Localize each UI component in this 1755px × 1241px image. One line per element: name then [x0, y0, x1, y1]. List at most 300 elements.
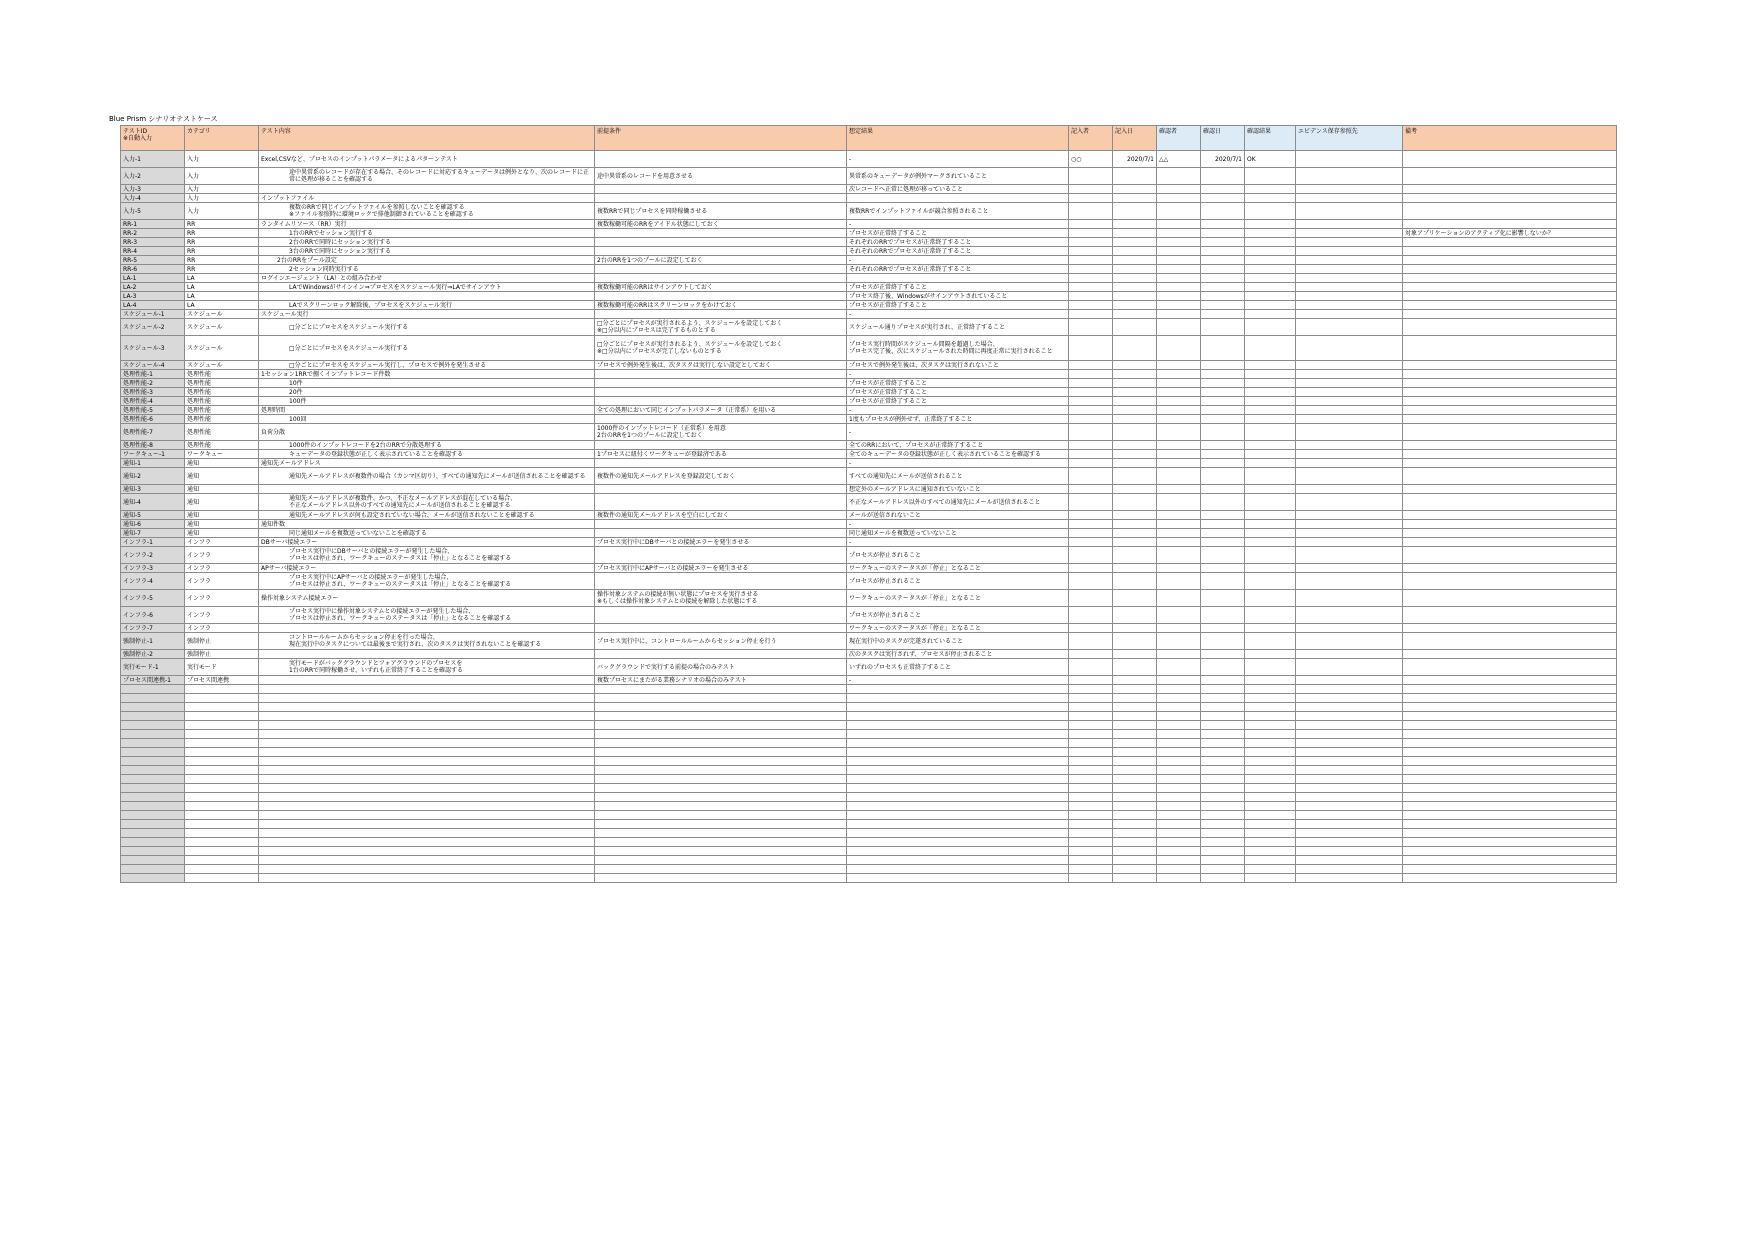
cell-checked-date[interactable] — [1201, 229, 1245, 238]
cell-note[interactable] — [1403, 441, 1617, 450]
cell-test-id[interactable]: 処理性能-1 — [121, 370, 185, 379]
cell-checker[interactable] — [1157, 441, 1201, 450]
cell-expected-result[interactable]: プロセスが停止されること — [847, 547, 1069, 564]
cell-evidence[interactable] — [1296, 659, 1403, 676]
cell-expected-result[interactable]: プロセスが正常終了すること — [847, 283, 1069, 292]
cell-expected-result[interactable]: 次のタスクは実行されず、プロセスが停止されること — [847, 650, 1069, 659]
cell-category[interactable]: RR — [185, 247, 259, 256]
cell-checked-date[interactable] — [1201, 485, 1245, 494]
cell-note[interactable] — [1403, 379, 1617, 388]
cell-note[interactable] — [1403, 529, 1617, 538]
cell-written-date[interactable] — [1113, 547, 1157, 564]
cell-evidence[interactable] — [1296, 424, 1403, 441]
cell-note[interactable] — [1403, 450, 1617, 459]
cell-test-content[interactable]: 通知件数 — [259, 520, 595, 529]
cell-written-date[interactable] — [1113, 494, 1157, 511]
cell-test-content[interactable] — [259, 757, 595, 766]
cell-check-result[interactable] — [1245, 247, 1296, 256]
cell-expected-result[interactable]: - — [847, 256, 1069, 265]
cell-checker[interactable] — [1157, 247, 1201, 256]
cell-category[interactable] — [185, 703, 259, 712]
cell-writer[interactable] — [1069, 793, 1113, 802]
cell-category[interactable]: 処理性能 — [185, 388, 259, 397]
cell-precondition[interactable] — [595, 265, 847, 274]
cell-evidence[interactable] — [1296, 370, 1403, 379]
cell-evidence[interactable] — [1296, 310, 1403, 319]
cell-checked-date[interactable] — [1201, 301, 1245, 310]
cell-test-id[interactable] — [121, 847, 185, 856]
cell-note[interactable] — [1403, 730, 1617, 739]
cell-written-date[interactable] — [1113, 441, 1157, 450]
cell-test-id[interactable]: 通知-5 — [121, 511, 185, 520]
cell-expected-result[interactable] — [847, 820, 1069, 829]
cell-precondition[interactable] — [595, 775, 847, 784]
cell-test-content[interactable] — [259, 784, 595, 793]
cell-category[interactable] — [185, 748, 259, 757]
cell-expected-result[interactable]: 次レコードへ正常に処理が移っていること — [847, 185, 1069, 194]
cell-precondition[interactable] — [595, 650, 847, 659]
cell-note[interactable] — [1403, 820, 1617, 829]
cell-test-content[interactable]: DBサーバ接続エラー — [259, 538, 595, 547]
cell-note[interactable] — [1403, 712, 1617, 721]
cell-checker[interactable] — [1157, 590, 1201, 607]
cell-written-date[interactable]: 2020/7/1 — [1113, 151, 1157, 168]
cell-evidence[interactable] — [1296, 415, 1403, 424]
cell-checked-date[interactable] — [1201, 766, 1245, 775]
cell-note[interactable] — [1403, 370, 1617, 379]
cell-checker[interactable] — [1157, 361, 1201, 370]
cell-checked-date[interactable] — [1201, 573, 1245, 590]
cell-note[interactable] — [1403, 633, 1617, 650]
cell-category[interactable] — [185, 874, 259, 883]
cell-category[interactable]: インフラ — [185, 564, 259, 573]
cell-writer[interactable] — [1069, 292, 1113, 301]
cell-checker[interactable] — [1157, 547, 1201, 564]
cell-writer[interactable] — [1069, 468, 1113, 485]
cell-checker[interactable] — [1157, 415, 1201, 424]
cell-note[interactable] — [1403, 274, 1617, 283]
cell-note[interactable] — [1403, 748, 1617, 757]
cell-evidence[interactable] — [1296, 739, 1403, 748]
cell-test-id[interactable]: LA-3 — [121, 292, 185, 301]
cell-note[interactable] — [1403, 676, 1617, 685]
cell-checked-date[interactable] — [1201, 564, 1245, 573]
cell-note[interactable] — [1403, 838, 1617, 847]
cell-written-date[interactable] — [1113, 468, 1157, 485]
cell-checked-date[interactable] — [1201, 415, 1245, 424]
cell-test-id[interactable]: LA-1 — [121, 274, 185, 283]
cell-note[interactable] — [1403, 256, 1617, 265]
cell-check-result[interactable] — [1245, 590, 1296, 607]
cell-note[interactable] — [1403, 784, 1617, 793]
cell-written-date[interactable] — [1113, 874, 1157, 883]
cell-checker[interactable] — [1157, 379, 1201, 388]
cell-category[interactable]: スケジュール — [185, 336, 259, 361]
cell-writer[interactable] — [1069, 529, 1113, 538]
cell-test-id[interactable]: インフラ-2 — [121, 547, 185, 564]
cell-test-content[interactable]: 通知先メールアドレスが複数件の場合（カンマ区切り）、すべての通知先にメールが送信されることを確認する — [259, 468, 595, 485]
cell-expected-result[interactable] — [847, 838, 1069, 847]
cell-written-date[interactable] — [1113, 802, 1157, 811]
cell-test-content[interactable]: 20件 — [259, 388, 595, 397]
cell-test-id[interactable] — [121, 748, 185, 757]
cell-test-id[interactable]: インフラ-6 — [121, 607, 185, 624]
cell-checked-date[interactable] — [1201, 739, 1245, 748]
cell-checker[interactable] — [1157, 703, 1201, 712]
cell-writer[interactable] — [1069, 676, 1113, 685]
cell-written-date[interactable] — [1113, 292, 1157, 301]
cell-checked-date[interactable] — [1201, 441, 1245, 450]
cell-writer[interactable] — [1069, 310, 1113, 319]
cell-writer[interactable] — [1069, 865, 1113, 874]
cell-check-result[interactable] — [1245, 838, 1296, 847]
cell-category[interactable]: 処理性能 — [185, 406, 259, 415]
cell-note[interactable] — [1403, 168, 1617, 185]
cell-check-result[interactable] — [1245, 775, 1296, 784]
cell-checker[interactable] — [1157, 494, 1201, 511]
cell-evidence[interactable] — [1296, 450, 1403, 459]
cell-category[interactable] — [185, 712, 259, 721]
cell-expected-result[interactable]: プロセスが正常終了すること — [847, 388, 1069, 397]
cell-test-content[interactable]: ランタイムリソース（RR）実行 — [259, 220, 595, 229]
cell-test-content[interactable] — [259, 820, 595, 829]
cell-checker[interactable] — [1157, 406, 1201, 415]
cell-writer[interactable] — [1069, 775, 1113, 784]
cell-written-date[interactable] — [1113, 168, 1157, 185]
cell-test-content[interactable] — [259, 712, 595, 721]
cell-evidence[interactable] — [1296, 485, 1403, 494]
cell-checked-date[interactable] — [1201, 793, 1245, 802]
cell-precondition[interactable] — [595, 494, 847, 511]
cell-evidence[interactable] — [1296, 379, 1403, 388]
cell-precondition[interactable] — [595, 274, 847, 283]
cell-category[interactable] — [185, 766, 259, 775]
cell-written-date[interactable] — [1113, 229, 1157, 238]
cell-test-content[interactable]: プロセス実行中に操作対象システムとの接続エラーが発生した場合、 プロセスは停止され、ワークキューのステータスは「停止」となることを確認する — [259, 607, 595, 624]
cell-checker[interactable] — [1157, 529, 1201, 538]
cell-evidence[interactable] — [1296, 406, 1403, 415]
cell-check-result[interactable] — [1245, 784, 1296, 793]
cell-evidence[interactable] — [1296, 784, 1403, 793]
cell-test-id[interactable]: 通知-3 — [121, 485, 185, 494]
cell-writer[interactable] — [1069, 712, 1113, 721]
cell-writer[interactable] — [1069, 485, 1113, 494]
cell-precondition[interactable] — [595, 820, 847, 829]
cell-written-date[interactable] — [1113, 265, 1157, 274]
cell-test-content[interactable] — [259, 793, 595, 802]
cell-written-date[interactable] — [1113, 676, 1157, 685]
cell-category[interactable]: 通知 — [185, 529, 259, 538]
cell-note[interactable] — [1403, 739, 1617, 748]
cell-test-id[interactable] — [121, 838, 185, 847]
cell-check-result[interactable] — [1245, 847, 1296, 856]
cell-checker[interactable]: △△ — [1157, 151, 1201, 168]
cell-checked-date[interactable] — [1201, 856, 1245, 865]
cell-checker[interactable] — [1157, 721, 1201, 730]
cell-checked-date[interactable] — [1201, 784, 1245, 793]
cell-evidence[interactable] — [1296, 274, 1403, 283]
cell-written-date[interactable] — [1113, 361, 1157, 370]
cell-checked-date[interactable] — [1201, 185, 1245, 194]
cell-written-date[interactable] — [1113, 247, 1157, 256]
cell-evidence[interactable] — [1296, 229, 1403, 238]
cell-test-id[interactable] — [121, 739, 185, 748]
cell-checked-date[interactable] — [1201, 650, 1245, 659]
cell-writer[interactable] — [1069, 379, 1113, 388]
cell-writer[interactable] — [1069, 406, 1113, 415]
cell-category[interactable] — [185, 784, 259, 793]
cell-expected-result[interactable]: 全てのRRにおいて、プロセスが正常終了すること — [847, 441, 1069, 450]
cell-writer[interactable] — [1069, 856, 1113, 865]
cell-test-content[interactable] — [259, 185, 595, 194]
cell-test-content[interactable] — [259, 624, 595, 633]
cell-evidence[interactable] — [1296, 494, 1403, 511]
cell-checked-date[interactable] — [1201, 838, 1245, 847]
cell-checked-date[interactable] — [1201, 590, 1245, 607]
cell-evidence[interactable] — [1296, 820, 1403, 829]
cell-test-content[interactable] — [259, 676, 595, 685]
cell-checked-date[interactable] — [1201, 811, 1245, 820]
cell-test-content[interactable]: Excel,CSVなど、プロセスのインプットパラメータによるパターンテスト — [259, 151, 595, 168]
cell-test-id[interactable] — [121, 703, 185, 712]
cell-evidence[interactable] — [1296, 650, 1403, 659]
cell-writer[interactable] — [1069, 633, 1113, 650]
cell-written-date[interactable] — [1113, 370, 1157, 379]
cell-category[interactable] — [185, 838, 259, 847]
cell-checked-date[interactable] — [1201, 703, 1245, 712]
cell-note[interactable] — [1403, 793, 1617, 802]
cell-written-date[interactable] — [1113, 757, 1157, 766]
cell-checked-date[interactable] — [1201, 283, 1245, 292]
cell-test-content[interactable]: 1台のRRでセッション実行する — [259, 229, 595, 238]
cell-test-id[interactable]: インフラ-7 — [121, 624, 185, 633]
cell-written-date[interactable] — [1113, 388, 1157, 397]
cell-check-result[interactable] — [1245, 265, 1296, 274]
cell-checker[interactable] — [1157, 694, 1201, 703]
cell-checked-date[interactable] — [1201, 865, 1245, 874]
cell-writer[interactable] — [1069, 730, 1113, 739]
cell-checked-date[interactable] — [1201, 310, 1245, 319]
cell-writer[interactable] — [1069, 685, 1113, 694]
cell-precondition[interactable]: 複数稼働可能のRRはサインアウトしておく — [595, 283, 847, 292]
cell-checker[interactable] — [1157, 811, 1201, 820]
cell-expected-result[interactable]: 同じ通知メールを複数送っていないこと — [847, 529, 1069, 538]
cell-checker[interactable] — [1157, 310, 1201, 319]
cell-precondition[interactable] — [595, 847, 847, 856]
cell-written-date[interactable] — [1113, 838, 1157, 847]
cell-checker[interactable] — [1157, 676, 1201, 685]
cell-evidence[interactable] — [1296, 766, 1403, 775]
cell-note[interactable] — [1403, 564, 1617, 573]
cell-check-result[interactable] — [1245, 811, 1296, 820]
cell-note[interactable] — [1403, 397, 1617, 406]
cell-check-result[interactable] — [1245, 274, 1296, 283]
cell-category[interactable]: 処理性能 — [185, 424, 259, 441]
cell-expected-result[interactable]: プロセスが停止されること — [847, 573, 1069, 590]
cell-category[interactable]: 処理性能 — [185, 415, 259, 424]
cell-writer[interactable] — [1069, 203, 1113, 220]
cell-precondition[interactable] — [595, 793, 847, 802]
cell-note[interactable] — [1403, 721, 1617, 730]
cell-writer[interactable] — [1069, 229, 1113, 238]
cell-expected-result[interactable] — [847, 703, 1069, 712]
cell-precondition[interactable] — [595, 874, 847, 883]
cell-writer[interactable] — [1069, 511, 1113, 520]
cell-written-date[interactable] — [1113, 685, 1157, 694]
cell-note[interactable] — [1403, 775, 1617, 784]
cell-evidence[interactable] — [1296, 685, 1403, 694]
cell-note[interactable] — [1403, 624, 1617, 633]
cell-expected-result[interactable]: それぞれのRRでプロセスが正常終了すること — [847, 265, 1069, 274]
cell-writer[interactable] — [1069, 361, 1113, 370]
cell-precondition[interactable]: 複数件の通知先メールアドレスを空白にしておく — [595, 511, 847, 520]
cell-test-content[interactable]: 1000件のインプットレコードを2台のRRで分散処理する — [259, 441, 595, 450]
cell-written-date[interactable] — [1113, 712, 1157, 721]
cell-check-result[interactable] — [1245, 468, 1296, 485]
cell-test-content[interactable]: コントロールルームからセッション停止を行った場合、 現在実行中のタスクについては最後まで実行され、次のタスクは実行されないことを確認する — [259, 633, 595, 650]
cell-evidence[interactable] — [1296, 247, 1403, 256]
cell-written-date[interactable] — [1113, 659, 1157, 676]
cell-precondition[interactable] — [595, 573, 847, 590]
cell-written-date[interactable] — [1113, 238, 1157, 247]
cell-writer[interactable] — [1069, 220, 1113, 229]
cell-writer[interactable] — [1069, 336, 1113, 361]
cell-checked-date[interactable] — [1201, 247, 1245, 256]
cell-writer[interactable] — [1069, 520, 1113, 529]
cell-written-date[interactable] — [1113, 775, 1157, 784]
cell-test-id[interactable]: スケジュール-1 — [121, 310, 185, 319]
cell-expected-result[interactable]: プロセスが停止されること — [847, 607, 1069, 624]
cell-written-date[interactable] — [1113, 820, 1157, 829]
cell-test-content[interactable] — [259, 856, 595, 865]
cell-note[interactable] — [1403, 659, 1617, 676]
cell-category[interactable]: 通知 — [185, 468, 259, 485]
cell-precondition[interactable] — [595, 547, 847, 564]
cell-category[interactable]: 通知 — [185, 459, 259, 468]
cell-test-content[interactable] — [259, 703, 595, 712]
cell-expected-result[interactable]: 不正なメールアドレス以外のすべての通知先にメールが送信されること — [847, 494, 1069, 511]
cell-writer[interactable] — [1069, 415, 1113, 424]
cell-evidence[interactable] — [1296, 703, 1403, 712]
cell-checker[interactable] — [1157, 865, 1201, 874]
cell-test-id[interactable] — [121, 757, 185, 766]
cell-written-date[interactable] — [1113, 194, 1157, 203]
cell-test-id[interactable]: インフラ-3 — [121, 564, 185, 573]
cell-checker[interactable] — [1157, 292, 1201, 301]
cell-checker[interactable] — [1157, 874, 1201, 883]
cell-evidence[interactable] — [1296, 301, 1403, 310]
cell-test-content[interactable]: 2セッション同時実行する — [259, 265, 595, 274]
cell-note[interactable]: 対象アプリケーションのアクティブ化に影響しないか？ — [1403, 229, 1617, 238]
cell-written-date[interactable] — [1113, 256, 1157, 265]
cell-precondition[interactable]: 複数稼働可能のRRをアイドル状態にしておく — [595, 220, 847, 229]
cell-check-result[interactable] — [1245, 529, 1296, 538]
cell-check-result[interactable] — [1245, 829, 1296, 838]
cell-check-result[interactable] — [1245, 757, 1296, 766]
cell-writer[interactable] — [1069, 694, 1113, 703]
cell-category[interactable]: 入力 — [185, 168, 259, 185]
cell-test-content[interactable]: インプットファイル — [259, 194, 595, 203]
cell-test-id[interactable] — [121, 865, 185, 874]
cell-category[interactable]: RR — [185, 265, 259, 274]
cell-written-date[interactable] — [1113, 739, 1157, 748]
cell-note[interactable] — [1403, 856, 1617, 865]
cell-test-content[interactable]: 処理時間 — [259, 406, 595, 415]
cell-checked-date[interactable] — [1201, 802, 1245, 811]
cell-note[interactable] — [1403, 238, 1617, 247]
cell-written-date[interactable] — [1113, 415, 1157, 424]
cell-precondition[interactable] — [595, 739, 847, 748]
cell-precondition[interactable] — [595, 379, 847, 388]
cell-expected-result[interactable]: - — [847, 424, 1069, 441]
cell-expected-result[interactable]: スケジュール通りプロセスが実行され、正常終了すること — [847, 319, 1069, 336]
cell-test-id[interactable]: インフラ-4 — [121, 573, 185, 590]
cell-test-content[interactable]: スケジュール実行 — [259, 310, 595, 319]
cell-category[interactable]: インフラ — [185, 590, 259, 607]
cell-written-date[interactable] — [1113, 607, 1157, 624]
cell-written-date[interactable] — [1113, 301, 1157, 310]
cell-checked-date[interactable] — [1201, 406, 1245, 415]
cell-test-id[interactable] — [121, 766, 185, 775]
cell-checker[interactable] — [1157, 829, 1201, 838]
cell-test-id[interactable]: 通知-1 — [121, 459, 185, 468]
cell-evidence[interactable] — [1296, 168, 1403, 185]
cell-precondition[interactable]: プロセス実行中にDBサーバとの接続エラーを発生させる — [595, 538, 847, 547]
cell-test-content[interactable]: 100回 — [259, 415, 595, 424]
cell-test-id[interactable]: LA-4 — [121, 301, 185, 310]
cell-note[interactable] — [1403, 811, 1617, 820]
cell-checker[interactable] — [1157, 784, 1201, 793]
cell-category[interactable] — [185, 694, 259, 703]
cell-precondition[interactable] — [595, 388, 847, 397]
cell-test-content[interactable] — [259, 811, 595, 820]
cell-test-content[interactable]: 2台のRRで同時にセッション実行する — [259, 238, 595, 247]
cell-checked-date[interactable] — [1201, 820, 1245, 829]
cell-test-content[interactable]: □分ごとにプロセスをスケジュール実行する — [259, 319, 595, 336]
cell-written-date[interactable] — [1113, 485, 1157, 494]
cell-note[interactable] — [1403, 766, 1617, 775]
cell-test-content[interactable] — [259, 748, 595, 757]
cell-test-content[interactable] — [259, 694, 595, 703]
cell-precondition[interactable] — [595, 721, 847, 730]
cell-note[interactable] — [1403, 459, 1617, 468]
cell-writer[interactable] — [1069, 564, 1113, 573]
cell-checker[interactable] — [1157, 203, 1201, 220]
cell-writer[interactable] — [1069, 256, 1113, 265]
cell-category[interactable] — [185, 739, 259, 748]
cell-note[interactable] — [1403, 301, 1617, 310]
cell-test-id[interactable] — [121, 730, 185, 739]
cell-checker[interactable] — [1157, 856, 1201, 865]
cell-note[interactable] — [1403, 865, 1617, 874]
cell-note[interactable] — [1403, 185, 1617, 194]
cell-test-id[interactable] — [121, 856, 185, 865]
cell-evidence[interactable] — [1296, 856, 1403, 865]
cell-check-result[interactable] — [1245, 185, 1296, 194]
cell-test-id[interactable]: 処理性能-6 — [121, 415, 185, 424]
cell-checker[interactable] — [1157, 185, 1201, 194]
cell-checker[interactable] — [1157, 633, 1201, 650]
cell-checked-date[interactable] — [1201, 265, 1245, 274]
cell-expected-result[interactable]: それぞれのRRでプロセスが正常終了すること — [847, 247, 1069, 256]
cell-test-id[interactable]: 処理性能-3 — [121, 388, 185, 397]
cell-checked-date[interactable] — [1201, 659, 1245, 676]
cell-category[interactable]: スケジュール — [185, 319, 259, 336]
cell-check-result[interactable] — [1245, 624, 1296, 633]
cell-writer[interactable] — [1069, 748, 1113, 757]
cell-note[interactable] — [1403, 650, 1617, 659]
cell-expected-result[interactable] — [847, 748, 1069, 757]
